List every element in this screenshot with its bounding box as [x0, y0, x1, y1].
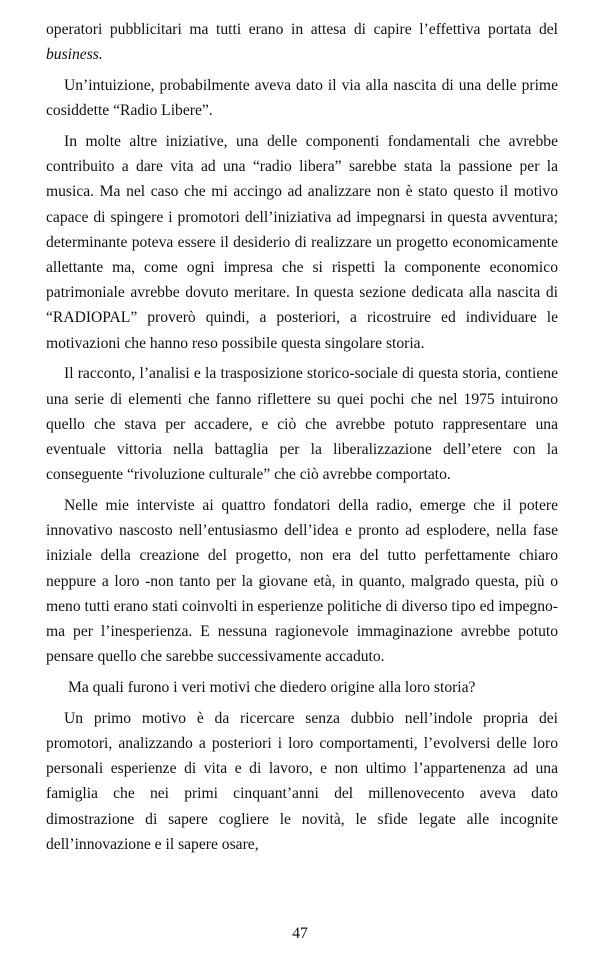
paragraph-6: Ma quali furono i veri motivi che diedero origine alla loro storia? [68, 679, 476, 697]
paragraph-3: In molte altre iniziative, una delle componenti fondamentali che avrebbe contribuito a dare vita ad una “radio libera” sarebbe stata la passione per la musica. Ma nel caso che mi accingo ad analizzare non è stato questo il motivo capace di spingere i promotori dell’iniziativa ad impegnarsi in questa avventura; determinante poteva essere il desiderio di realizzare un progetto economicamente allettante ma, come ogni impresa che si rispetti la componente economico patrimoniale avrebbe dovuto meritare. In questa sezione dedicata alla nascita di “RADIOPAL” proverò quindi, a posteriori, a ricostruire ed individuare le motivazioni che hanno reso possibile questa singolare storia. [46, 133, 558, 352]
page-number: 47 [292, 925, 308, 942]
paragraph-1 [46, 17, 558, 67]
paragraph-4: Il racconto, l’analisi e la trasposizione storico-sociale di questa storia, contiene una serie di elementi che fanno riflettere su quei pochi che nel 1975 intuirono quello che stava per accadere, e ciò che avrebbe potuto rappresentare una eventuale vittoria nella battaglia per la liberalizzazione dell’etere con la conseguente “rivoluzione culturale” che ciò avrebbe comportato. [46, 365, 558, 484]
paragraph-2: Un’intuizione, probabilmente aveva dato il via alla nascita di una delle prime cosiddette “Radio Libere”. [46, 77, 558, 120]
body-text [46, 17, 558, 863]
paragraph-7: Un primo motivo è da ricercare senza dubbio nell’indole propria dei promotori, analizzando a posteriori i loro comportamenti, l’evolversi delle loro personali esperienze di vita e di lavoro, e non ultimo l’appartenenza ad una famiglia che nei primi cinquant’anni del millenovecento aveva dato dimostrazione di sapere cogliere le novità, le sfide legate alle incognite dell’innovazione e il sapere osare, [46, 709, 558, 853]
paragraph-5: Nelle mie interviste ai quattro fondatori della radio, emerge che il potere innovativo nascosto nell’entusiasmo dell’idea e pronto ad esplodere, nella fase iniziale della creazione del progetto, non era del tutto perfettamente chiaro neppure a loro -non tanto per la giovane età, in quanto, malgrado questa, più o meno tutti erano stati coinvolti in esperienze politiche di diverso tipo ed impegno-ma per l’inesperienza. E nessuna ragionevole immaginazione avrebbe potuto pensare quello che sarebbe successivamente accaduto. [46, 497, 558, 666]
paragraph-1-italic-word: business. [46, 46, 103, 64]
paragraph-1-text: operatori pubblicitari ma tutti erano in attesa di capire l’effettiva portata del [46, 21, 558, 38]
